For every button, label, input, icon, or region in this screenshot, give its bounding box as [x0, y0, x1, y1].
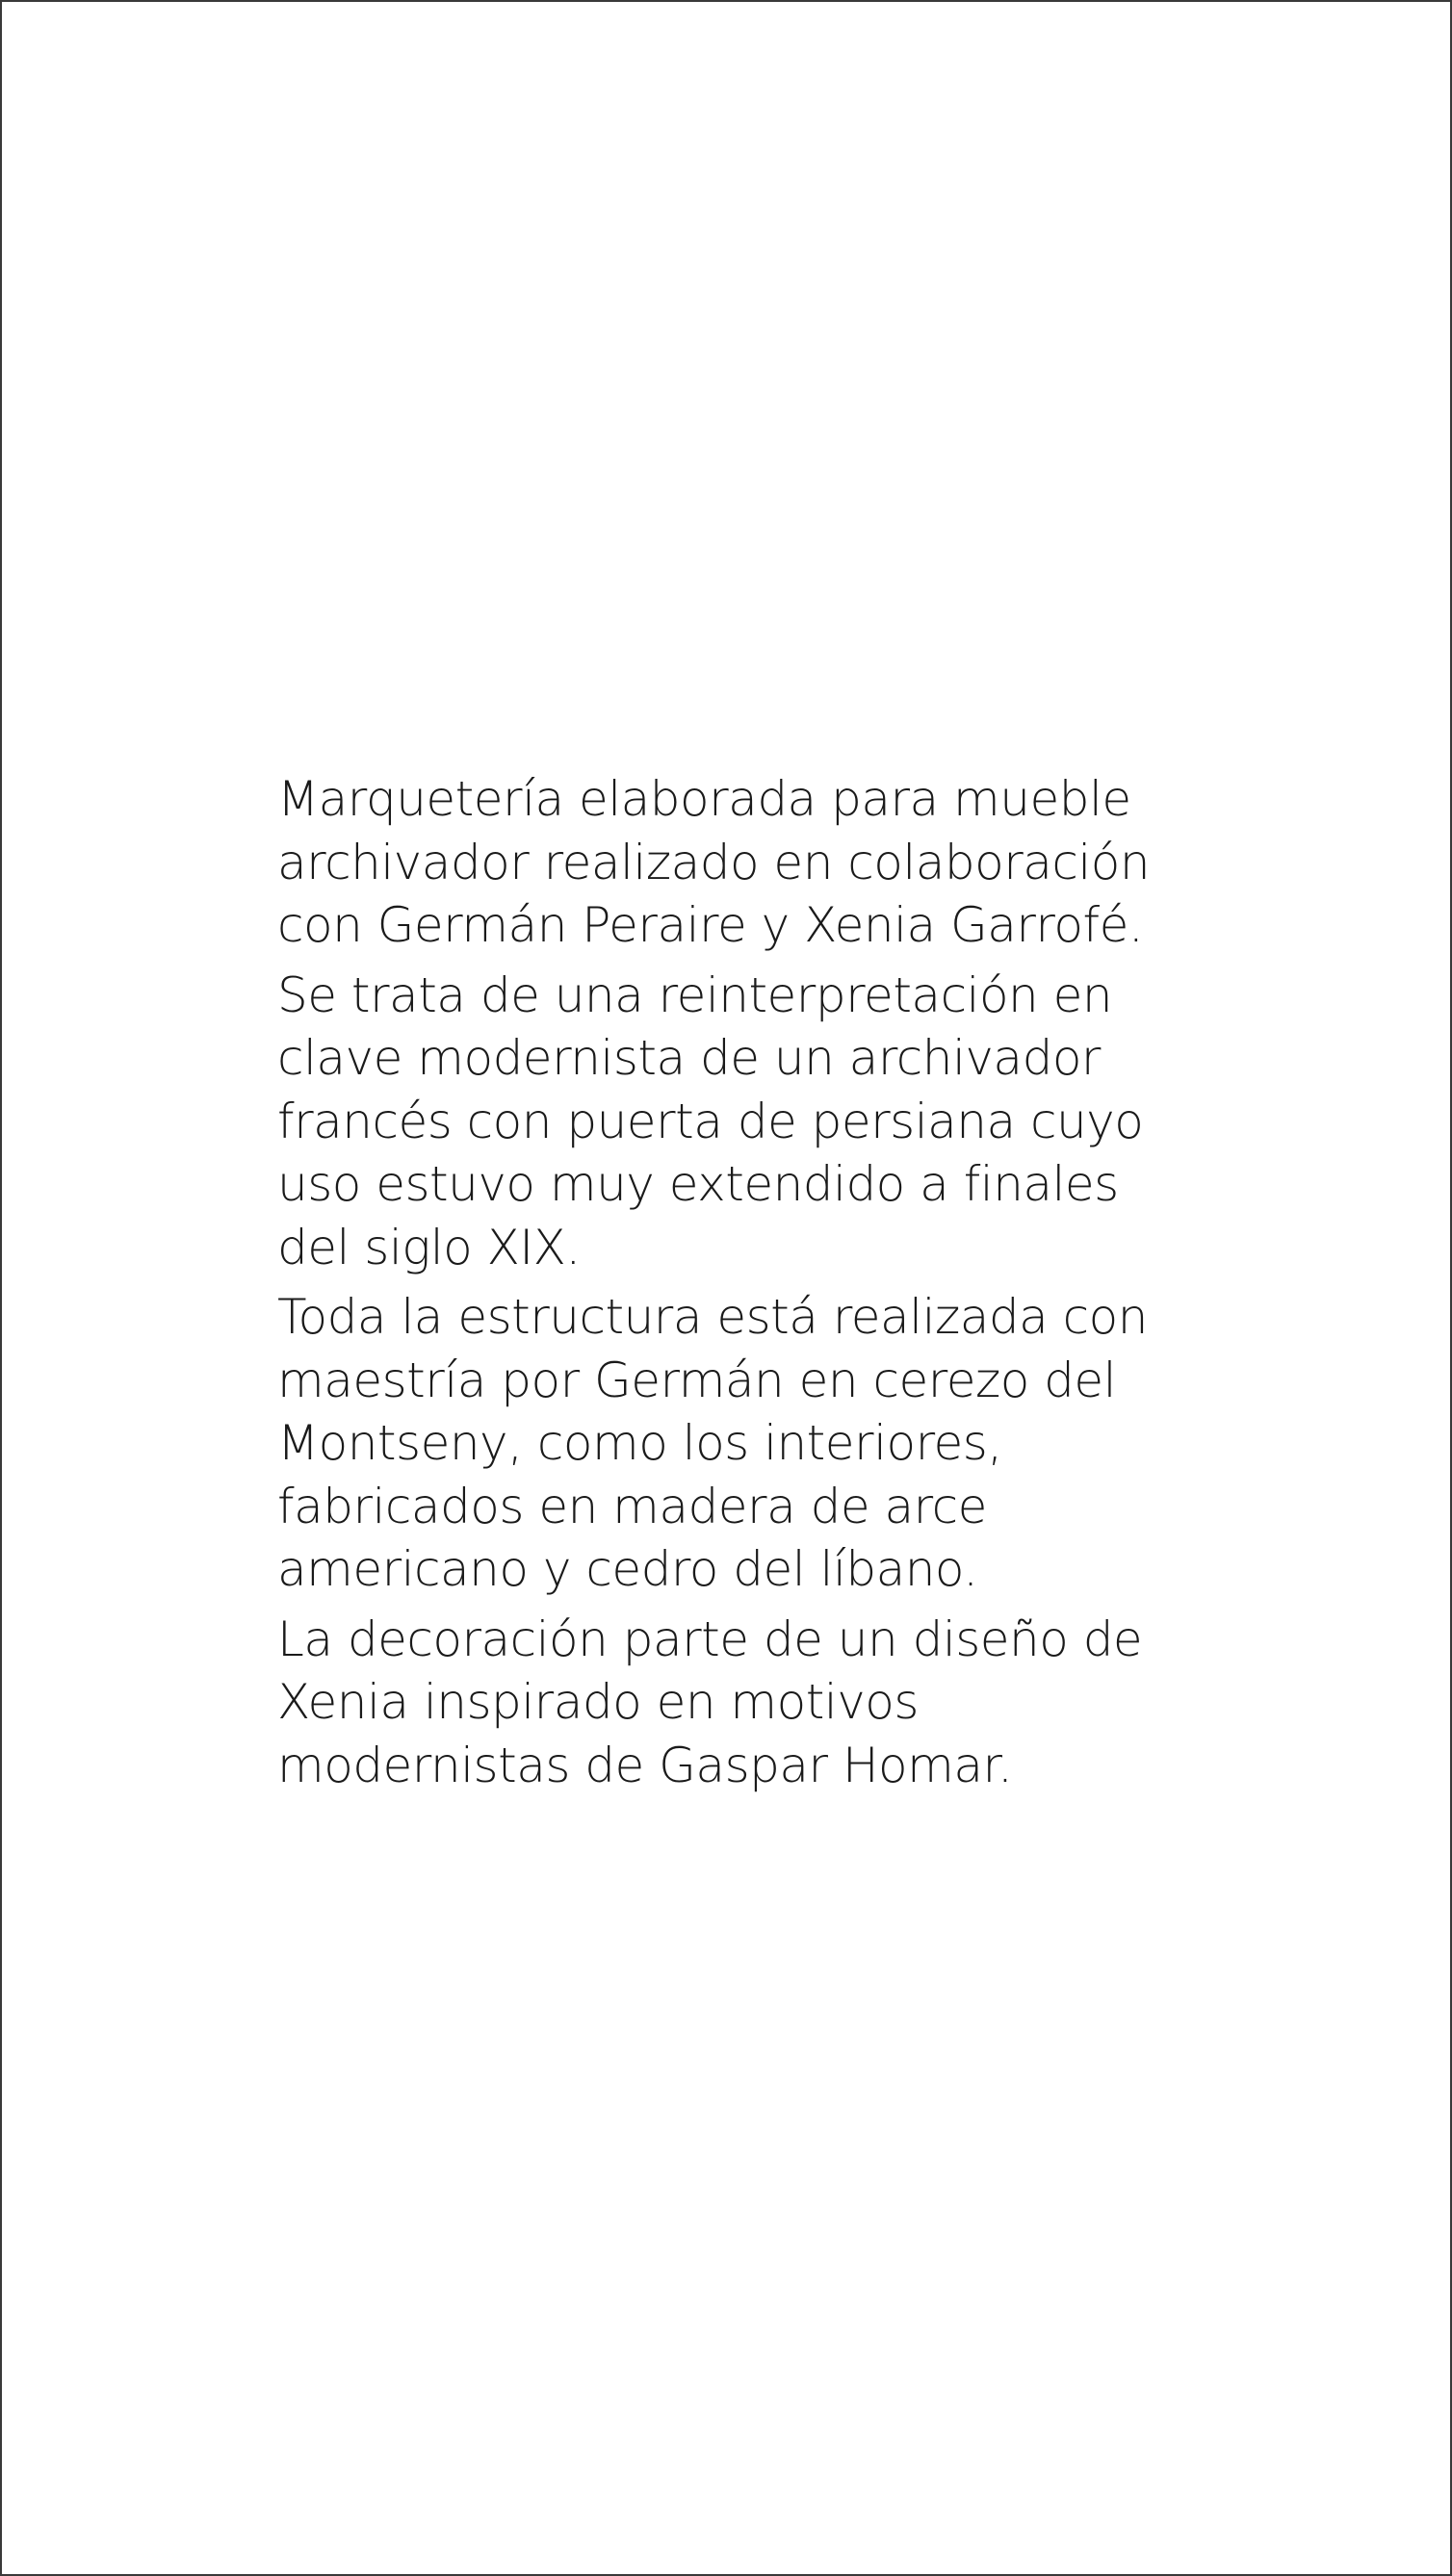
text-line: americano y cedro del líbano. [277, 1541, 978, 1597]
text-line: con Germán Peraire y Xenia Garrofé. [277, 897, 1144, 953]
text-line: Se trata de una reinterpretación en [277, 966, 1113, 1023]
text-line: Montseny, como los interiores, [277, 1415, 1002, 1471]
text-line: fabricados en madera de arce [277, 1478, 987, 1534]
paragraph-reinterpretation [277, 965, 1202, 1280]
text-line: del siglo XIX. [277, 1219, 581, 1275]
text-line: Xenia inspirado en motivos [277, 1674, 919, 1730]
text-line: francés con puerta de persiana cuyo [277, 1093, 1144, 1149]
text-line: modernistas de Gaspar Homar. [277, 1737, 1013, 1793]
text-line: maestría por Germán en cerezo del [277, 1352, 1117, 1408]
text-line: clave modernista de un archivador [277, 1030, 1101, 1086]
text-line: archivador realizado en colaboración [277, 834, 1151, 890]
text-line: Marquetería elaborada para mueble [277, 771, 1131, 827]
paragraph-structure [277, 1286, 1202, 1602]
paragraph-intro [277, 768, 1202, 958]
paragraph-decoration [277, 1609, 1202, 1798]
text-line: La decoración parte de un diseño de [277, 1610, 1143, 1667]
description-text [277, 768, 1202, 1804]
text-line: uso estuvo muy extendido a finales [277, 1156, 1119, 1212]
text-line: Toda la estructura está realizada con [277, 1289, 1148, 1345]
